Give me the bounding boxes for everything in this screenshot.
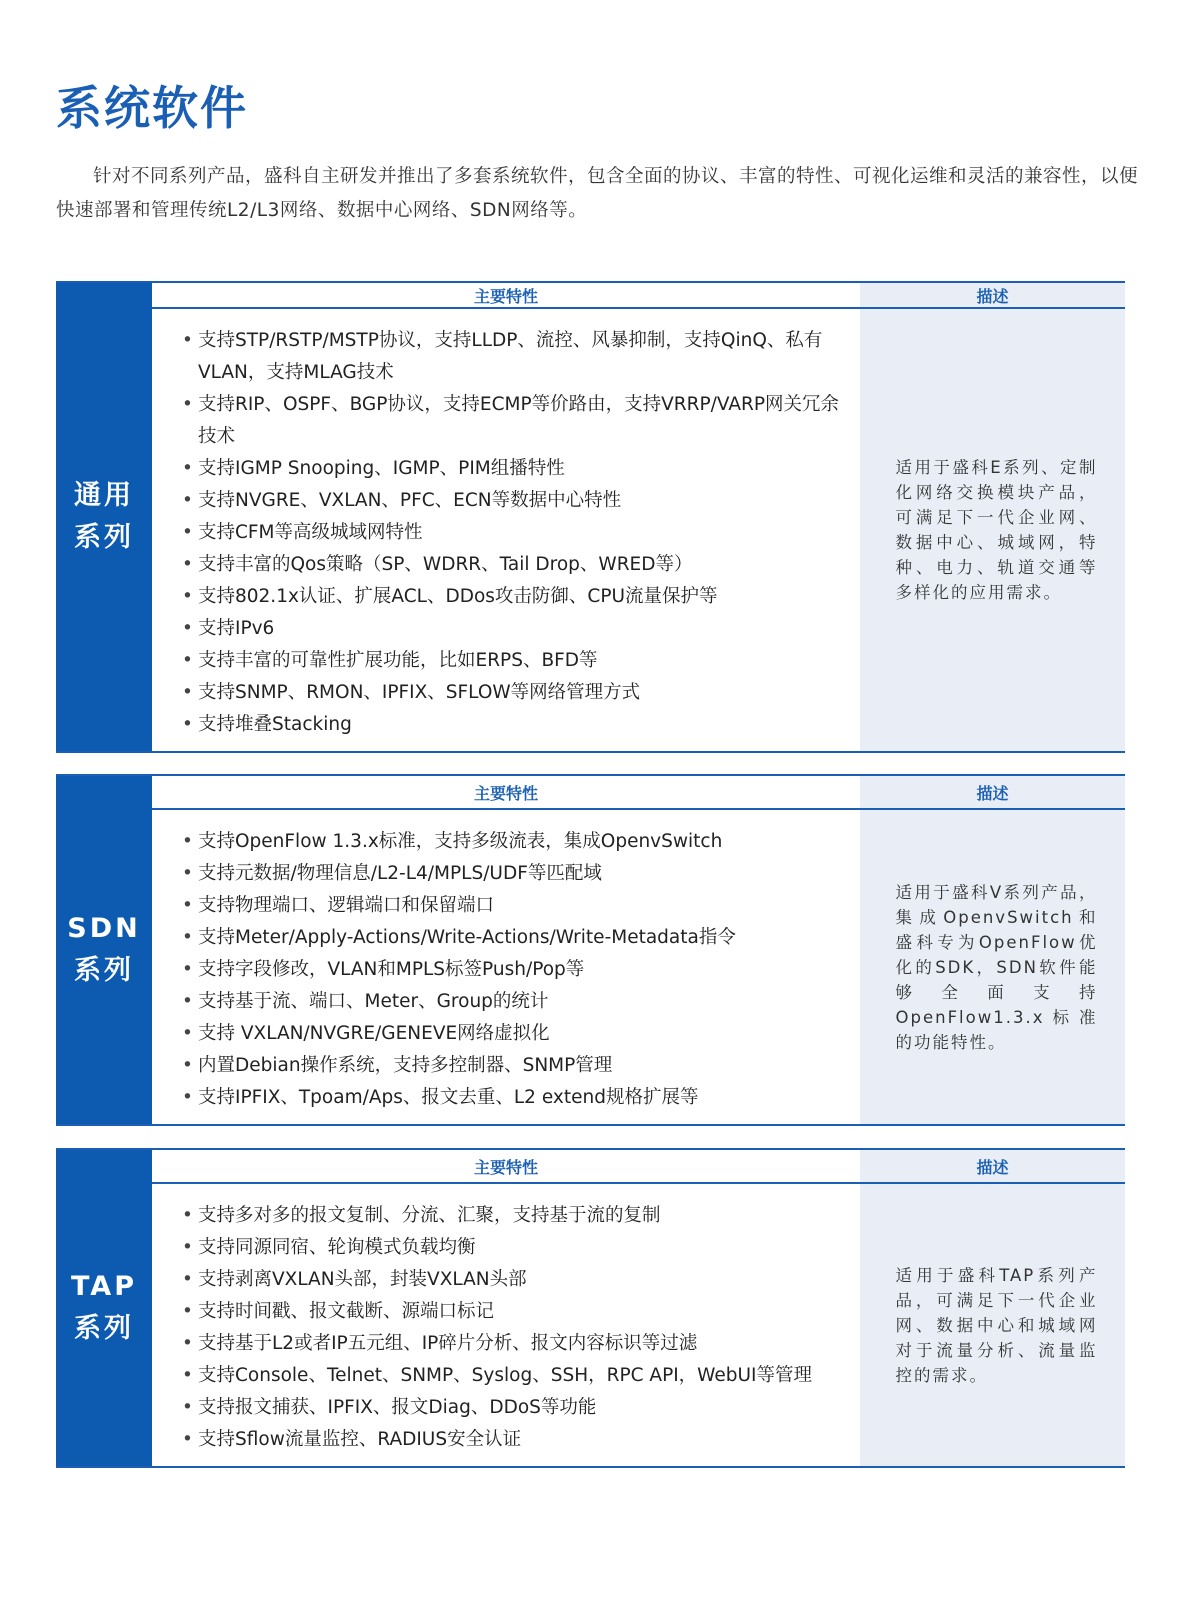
feature-item: • 支持基于流、端口、Meter、Group的统计 <box>182 986 844 1018</box>
content-row <box>152 309 1125 751</box>
description-cell <box>860 1184 1125 1466</box>
feature-item: • 支持物理端口、逻辑端口和保留端口 <box>182 890 844 922</box>
feature-item: • 支持Meter/Apply-Actions/Write-Actions/Write-Metadata指令 <box>182 922 844 954</box>
features-header: 主要特性 <box>152 776 860 808</box>
series-body <box>152 776 1125 1124</box>
feature-item: • 支持报文捕获、IPFIX、报文Diag、DDoS等功能 <box>182 1392 844 1424</box>
series-label-line2: 系列 <box>74 1313 134 1344</box>
feature-list <box>152 1184 860 1466</box>
series-label <box>56 1150 152 1466</box>
content-row <box>152 810 1125 1124</box>
feature-item: • 支持丰富的可靠性扩展功能，比如ERPS、BFD等 <box>182 645 844 677</box>
features-header: 主要特性 <box>152 1150 860 1182</box>
series-label-line2: 系列 <box>74 955 134 986</box>
series-block-tap <box>56 1148 1125 1468</box>
feature-item: • 支持802.1x认证、扩展ACL、DDos攻击防御、CPU流量保护等 <box>182 581 844 613</box>
intro-paragraph: 针对不同系列产品，盛科自主研发并推出了多套系统软件，包含全面的协议、丰富的特性、可视化运维和灵活的兼容性，以便快速部署和管理传统L2/L3网络、数据中心网络、SDN网络等。 <box>56 166 1139 221</box>
description-cell <box>860 810 1125 1124</box>
feature-item: • 支持剥离VXLAN头部，封装VXLAN头部 <box>182 1264 844 1296</box>
feature-item: • 内置Debian操作系统，支持多控制器、SNMP管理 <box>182 1050 844 1082</box>
feature-list <box>152 309 860 751</box>
feature-item: • 支持STP/RSTP/MSTP协议，支持LLDP、流控、风暴抑制，支持QinQ、私有VLAN，支持MLAG技术 <box>182 325 844 389</box>
feature-item: • 支持IPv6 <box>182 613 844 645</box>
feature-item: • 支持OpenFlow 1.3.x标准，支持多级流表，集成OpenvSwitch <box>182 826 844 858</box>
description-cell <box>860 309 1125 751</box>
feature-item: • 支持丰富的Qos策略（SP、WDRR、Tail Drop、WRED等） <box>182 549 844 581</box>
series-label-line1: TAP <box>70 1271 137 1302</box>
feature-item: • 支持Console、Telnet、SNMP、Syslog、SSH，RPC API，WebUI等管理 <box>182 1360 844 1392</box>
feature-list <box>152 810 860 1124</box>
feature-item: • 支持SNMP、RMON、IPFIX、SFLOW等网络管理方式 <box>182 677 844 709</box>
feature-item: • 支持RIP、OSPF、BGP协议，支持ECMP等价路由，支持VRRP/VARP网关冗余技术 <box>182 389 844 453</box>
series-label-line1: 通用 <box>74 480 134 511</box>
series-label-line1: SDN <box>67 913 141 944</box>
series-body <box>152 283 1125 751</box>
series-label <box>56 283 152 751</box>
header-row <box>152 1150 1125 1184</box>
header-row <box>152 283 1125 309</box>
features-header: 主要特性 <box>152 283 860 307</box>
description-header: 描述 <box>860 1150 1125 1182</box>
description-header: 描述 <box>860 283 1125 307</box>
series-body <box>152 1150 1125 1466</box>
feature-item: • 支持CFM等高级城域网特性 <box>182 517 844 549</box>
description-text: 适用于盛科V系列产品，集成OpenvSwitch和盛科专为OpenFlow优化的SDK，SDN软件能够全面支持OpenFlow1.3.x标准的功能特性。 <box>895 882 1098 1052</box>
description-text: 适用于盛科TAP系列产品，可满足下一代企业网、数据中心和城域网对于流量分析、流量监控的需求。 <box>895 1265 1098 1385</box>
feature-item: • 支持 VXLAN/NVGRE/GENEVE网络虚拟化 <box>182 1018 844 1050</box>
series-block-general <box>56 281 1125 753</box>
series-block-sdn <box>56 774 1125 1126</box>
feature-item: • 支持基于L2或者IP五元组、IP碎片分析、报文内容标识等过滤 <box>182 1328 844 1360</box>
feature-item: • 支持同源同宿、轮询模式负载均衡 <box>182 1232 844 1264</box>
series-label <box>56 776 152 1124</box>
feature-item: • 支持NVGRE、VXLAN、PFC、ECN等数据中心特性 <box>182 485 844 517</box>
header-row <box>152 776 1125 810</box>
series-label-line2: 系列 <box>74 522 134 553</box>
content-row <box>152 1184 1125 1466</box>
page-title: 系统软件 <box>56 81 248 135</box>
feature-item: • 支持堆叠Stacking <box>182 709 844 741</box>
feature-item: • 支持IGMP Snooping、IGMP、PIM组播特性 <box>182 453 844 485</box>
feature-item: • 支持IPFIX、Tpoam/Aps、报文去重、L2 extend规格扩展等 <box>182 1082 844 1114</box>
feature-item: • 支持时间戳、报文截断、源端口标记 <box>182 1296 844 1328</box>
description-text: 适用于盛科E系列、定制化网络交换模块产品，可满足下一代企业网、数据中心、城域网，特种、电力、轨道交通等多样化的应用需求。 <box>895 458 1098 602</box>
feature-item: • 支持元数据/物理信息/L2-L4/MPLS/UDF等匹配域 <box>182 858 844 890</box>
feature-item: • 支持Sflow流量监控、RADIUS安全认证 <box>182 1424 844 1456</box>
feature-item: • 支持字段修改，VLAN和MPLS标签Push/Pop等 <box>182 954 844 986</box>
description-header: 描述 <box>860 776 1125 808</box>
feature-item: • 支持多对多的报文复制、分流、汇聚，支持基于流的复制 <box>182 1200 844 1232</box>
